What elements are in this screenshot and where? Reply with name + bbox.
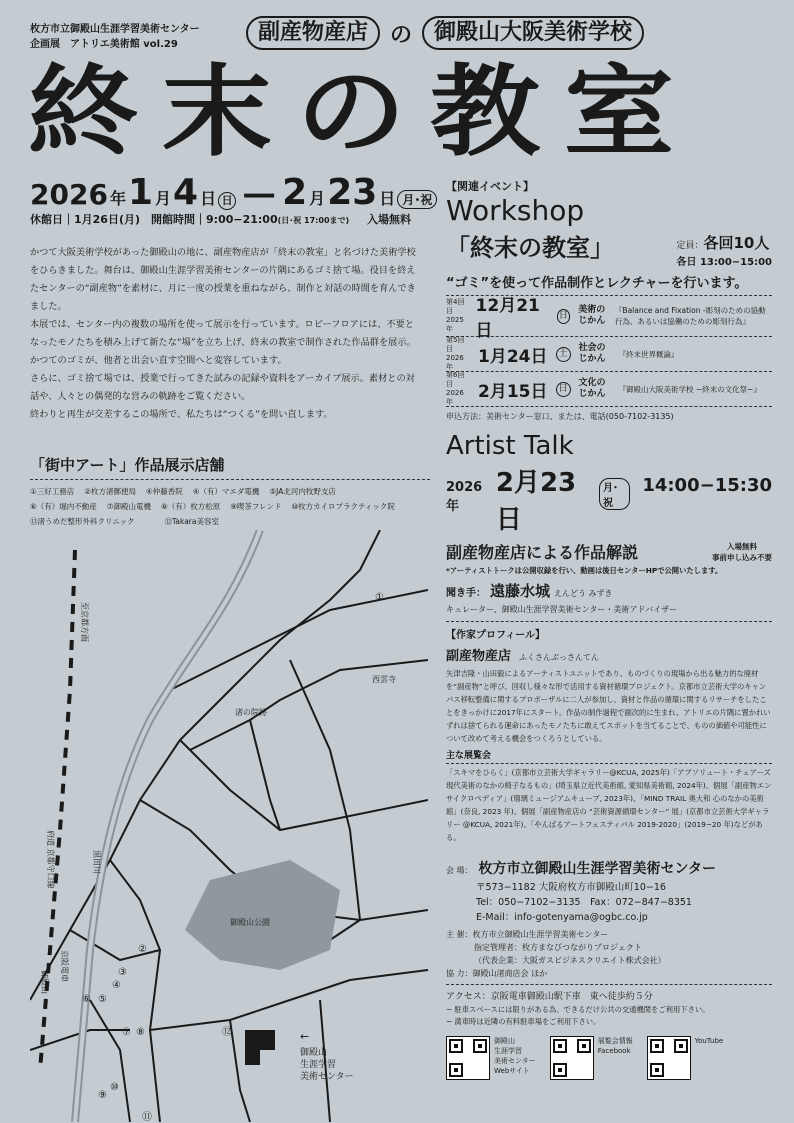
- host: 枚方市立御殿山生涯学習美術センター: [472, 930, 609, 939]
- profile-body: 矢津吉隆・山田毅によるアーティストユニットであり、ものづくりの現場から出る魅力的な廃材を“副産物”と呼び、回収し様々な形で活用する資材循環プロジェクト。京都市立芸術大学のキャンパス移転整備に関するプロポーザルに二人が参加し、資材と作品の循環に関するリサーチをしたことをきっかけに2017年にスタート。作品の制作過程で副次的に生まれ、アトリエの片隅に置かれいずれは捨てられる運命にあったモノたちに敢えてスポットを当てることで、ものの価値や可能性について改めて考える機会をつくろうとしている。: [446, 669, 771, 743]
- shop-item: ⑫Takara美容室: [164, 517, 219, 526]
- map-arrow: ←: [300, 1030, 310, 1043]
- session-year: 2025年: [446, 316, 464, 333]
- profile-name: 副産物産店: [446, 649, 512, 664]
- listener-role: キュレーター、御殿山生涯学習美術センター・美術アドバイザー: [446, 605, 678, 614]
- map-keihan: 京阪電車: [60, 950, 69, 982]
- session-dow: 日: [557, 309, 571, 324]
- map-nagisa-label: 渚の院跡: [235, 708, 267, 717]
- session-kind: 美術の じかん: [578, 305, 606, 326]
- map-num: ⑦: [122, 1027, 131, 1038]
- map-num: ⑤: [98, 994, 107, 1005]
- capacity-val: 各回10人: [703, 234, 770, 252]
- shop-item: ④（有）マエダ電機: [192, 487, 260, 496]
- collab-mid: の: [390, 22, 413, 48]
- note1: − 駐車スペースには限りがある為、できるだけ公共の交通機関をご利用下さい。: [446, 1005, 710, 1014]
- map-num: ⑨: [98, 1090, 107, 1101]
- date-dash: ―: [244, 177, 275, 212]
- session-row: [446, 337, 772, 371]
- talk-free: 入場無料 事前申し込み不要: [712, 541, 772, 562]
- closed-info: 休館日｜1月26日(月) 開館時間｜9:00−21:00: [30, 213, 278, 226]
- intro-p2: 本展では、センター内の複数の場所を使って展示を行っています。ロビーフロアには、不要となったモノたちを積み上げて新たな“場”を立ち上げ、終末の教室で制作された作品群を展示。かつてのゴミが、他者と出会い直す空間へと変容しています。: [30, 319, 416, 366]
- map-num: ⑩: [110, 1082, 119, 1093]
- venue-email[interactable]: E-Mail：info-gotenyama@ogbc.co.jp: [476, 912, 648, 923]
- session-date: 2月15日: [478, 381, 548, 402]
- intro-p1: かつて大阪美術学校があった御殿山の地に、副産物産店が「終末の教室」と名づけた美術学校をひらきました。舞台は、御殿山生涯学習美術センターの片隅にあるゴミ捨て場。役目を終えたセンターの“副産物”を素材に、月に一度の授業を重ねながら、制作と対話の時間を育んできました。: [30, 247, 416, 312]
- venue-name: 枚方市立御殿山生涯学習美術センター: [478, 861, 716, 877]
- listener-label: 聞き手：: [446, 588, 486, 599]
- coop-label: 協 力：: [446, 969, 473, 978]
- session-topic: 『終末世界概論』: [618, 349, 679, 359]
- host2: 指定管理者：枚方まなびつながりプロジェクト: [474, 943, 642, 952]
- qr-code-web[interactable]: [446, 1036, 490, 1080]
- end-day: 23: [327, 172, 378, 213]
- note2: − 満車時は近隣の有料駐車場をご利用下さい。: [446, 1017, 601, 1026]
- intro-p3: さらに、ゴミ捨て場では、授業で行ってきた試みの記録や資料をアーカイブ展示。素材との対話や、人々との偶発的な営みの軌跡をご覧ください。: [30, 373, 415, 402]
- nichi2: 日: [379, 189, 396, 208]
- apply-info: 申込方法：美術センター窓口、または、電話(050-7102-3135): [446, 412, 674, 421]
- map-num: ⑥: [82, 994, 91, 1005]
- shop-item: ②枚方渚郵便局: [84, 487, 136, 496]
- map-num: ⑪: [142, 1112, 152, 1122]
- map-kyoto-label: 至京都方面: [80, 602, 89, 642]
- workshop-desc: “ゴミ”を使って作品制作とレクチャーを行います。: [446, 276, 748, 291]
- collab-right: 御殿山大阪美術学校: [422, 16, 644, 50]
- talk-year: 2026年: [446, 480, 483, 514]
- map-center: 御殿山生涯学習美術センター: [300, 1048, 354, 1082]
- map-num: ③: [118, 967, 127, 978]
- map-num: ①: [375, 592, 384, 603]
- shop-item: ④仲藤香院: [145, 487, 183, 496]
- map-park: 御殿山公園: [230, 918, 270, 927]
- map-gotenyama: 御殿山: [40, 970, 49, 994]
- talk-dow: 月･祝: [599, 478, 630, 510]
- venue-tel: Tel：050−7102−3135 Fax：072−847−8351: [476, 897, 692, 908]
- capacity-label: 定員：: [676, 241, 704, 251]
- admission: 入場無料: [367, 213, 412, 226]
- session-kind: 社会の じかん: [578, 343, 606, 364]
- shop-item: ⑧（有）枚方松原: [160, 502, 221, 511]
- listener-kana: えんどう みずき: [554, 589, 613, 598]
- session-dow: 土: [556, 347, 571, 362]
- map-num: ④: [112, 980, 121, 991]
- shop-item: ①三好工務店: [30, 487, 75, 496]
- session-year: 2026年: [446, 354, 464, 371]
- closed-note: (日･祝 17:00まで): [277, 216, 350, 225]
- qr-facebook-label: 展覧会情報 Facebook: [597, 1037, 633, 1055]
- series-line: 企画展 アトリエ美術館 vol.29: [30, 39, 178, 50]
- session-row: [446, 372, 772, 406]
- session-dow: 日: [556, 382, 571, 397]
- exh-body: 「スキマをひらく」(京都市立芸術大学ギャラリー@KCUA, 2025年)「アブソリュート・チェアーズ 現代美術のなかの椅子なるもの」(埼玉県立近代美術館, 愛知県美術館, 2024年)、個展「副産物エンサイクロペディア」(瑠璃ミュージアムキューブ, 2023年)、「MIND TRAIL 奥大和 心のなかの美術館」(奈良, 2023 年)、個展「副産物産店の “芸術資源循環センター” 展」(京都市立芸術大学ギャラリー @KCUA, 2021年)、「やんばるアートフェスティバル 2019-2020」(2019−20 年)などがある。: [446, 768, 772, 842]
- session-no: 第5回目: [446, 336, 465, 353]
- access: アクセス：京阪電車御殿山駅下車 東へ徒歩約５分: [446, 992, 653, 1002]
- listener-name: 遠藤水城: [490, 582, 551, 600]
- gatsu2: 月: [309, 189, 326, 208]
- qr-code-youtube[interactable]: [647, 1036, 691, 1080]
- session-date: 12月21日: [475, 296, 540, 341]
- session-year: 2026年: [446, 389, 464, 406]
- workshop-name: 「終末の教室」: [446, 234, 614, 262]
- shop-item: ⑦御殿山電機: [106, 502, 151, 511]
- shops-title: 「街中アート」作品展示店舗: [30, 456, 225, 474]
- start-month: 1: [127, 172, 154, 213]
- qr-youtube-label: YouTube: [694, 1037, 724, 1045]
- intro-p4: 終わりと再生が交差するこの場所で、私たちは“つくる”を問い直します。: [30, 409, 333, 420]
- session-no: 第6回目: [446, 371, 465, 388]
- host3: （代表企業：大阪ガスビジネスクリエイト株式会社）: [474, 956, 666, 965]
- workshop-title: Workshop: [446, 194, 585, 227]
- talk-sub: 副産物産店による作品解説: [446, 543, 639, 562]
- nichi1: 日: [200, 189, 217, 208]
- talk-note: *アーティストトークは公開収録を行い、動画は後日センターHPで公開いたします。: [446, 566, 723, 575]
- coop: 御殿山渚商店会 ほか: [472, 969, 548, 978]
- venue-addr: 〒573−1182 大阪府枚方市御殿山町10−16: [476, 882, 666, 893]
- session-topic: 『Balance and Fixation -彫刻のための協動行為、あるいは協働のための彫刻行為』: [614, 306, 766, 326]
- workshop-time: 各日 13:00−15:00: [676, 257, 772, 268]
- map-saikoji: 西雲寺: [372, 675, 396, 684]
- shop-item: ⑩枚方カイロプラクティック院: [291, 502, 395, 511]
- gatsu1: 月: [155, 189, 172, 208]
- talk-title: Artist Talk: [446, 431, 574, 461]
- shop-item: ⑨喫茶フレンド: [230, 502, 282, 511]
- map-num: ②: [138, 944, 147, 955]
- end-month: 2: [282, 172, 308, 213]
- shop-item: ⑥（有）堀内不動産: [30, 502, 97, 511]
- session-no: 第4回目: [446, 298, 465, 315]
- session-kind: 文化の じかん: [578, 378, 606, 399]
- nen: 年: [109, 189, 126, 208]
- profile-header: 【作家プロフィール】: [446, 630, 545, 641]
- host-label: 主 催：: [446, 930, 473, 939]
- map-num: ⑫: [222, 1027, 232, 1038]
- shop-item: ⑬渚うめだ整形外科クリニック: [30, 517, 135, 526]
- map-river: 黒田川: [92, 850, 101, 874]
- events-header: 【関連イベント】: [446, 180, 534, 193]
- year: 2026: [30, 178, 108, 211]
- session-date: 1月24日: [478, 346, 548, 367]
- shop-item: ⑤JA北河内牧野支店: [269, 487, 336, 496]
- map-num: ⑧: [136, 1027, 145, 1038]
- exh-header: 主な展覧会: [446, 751, 492, 761]
- session-row: [446, 296, 772, 341]
- session-topic: 『御殿山大阪美術学校 −終末の文化祭−』: [618, 384, 761, 394]
- profile-kana: ふくさんぶっさんてん: [519, 653, 600, 662]
- talk-time: 14:00−15:30: [642, 475, 772, 496]
- start-dow: 日: [218, 192, 236, 210]
- area-map: [30, 530, 428, 1122]
- end-dow: 月･祝: [397, 190, 437, 209]
- org-line: 枚方市立御殿山生涯学習美術センター: [30, 24, 200, 35]
- qr-web-label: 御殿山 生涯学習 美術センター Webサイト: [494, 1037, 536, 1075]
- main-title: 終末の教室: [28, 53, 698, 170]
- venue-label: 会 場：: [446, 866, 473, 875]
- map-station-line: 府道 京都守口線: [46, 830, 55, 889]
- start-day: 4: [173, 172, 199, 213]
- talk-date: 2月23日: [495, 468, 577, 535]
- collab-left: 副産物産店: [246, 16, 380, 50]
- qr-code-facebook[interactable]: [550, 1036, 594, 1080]
